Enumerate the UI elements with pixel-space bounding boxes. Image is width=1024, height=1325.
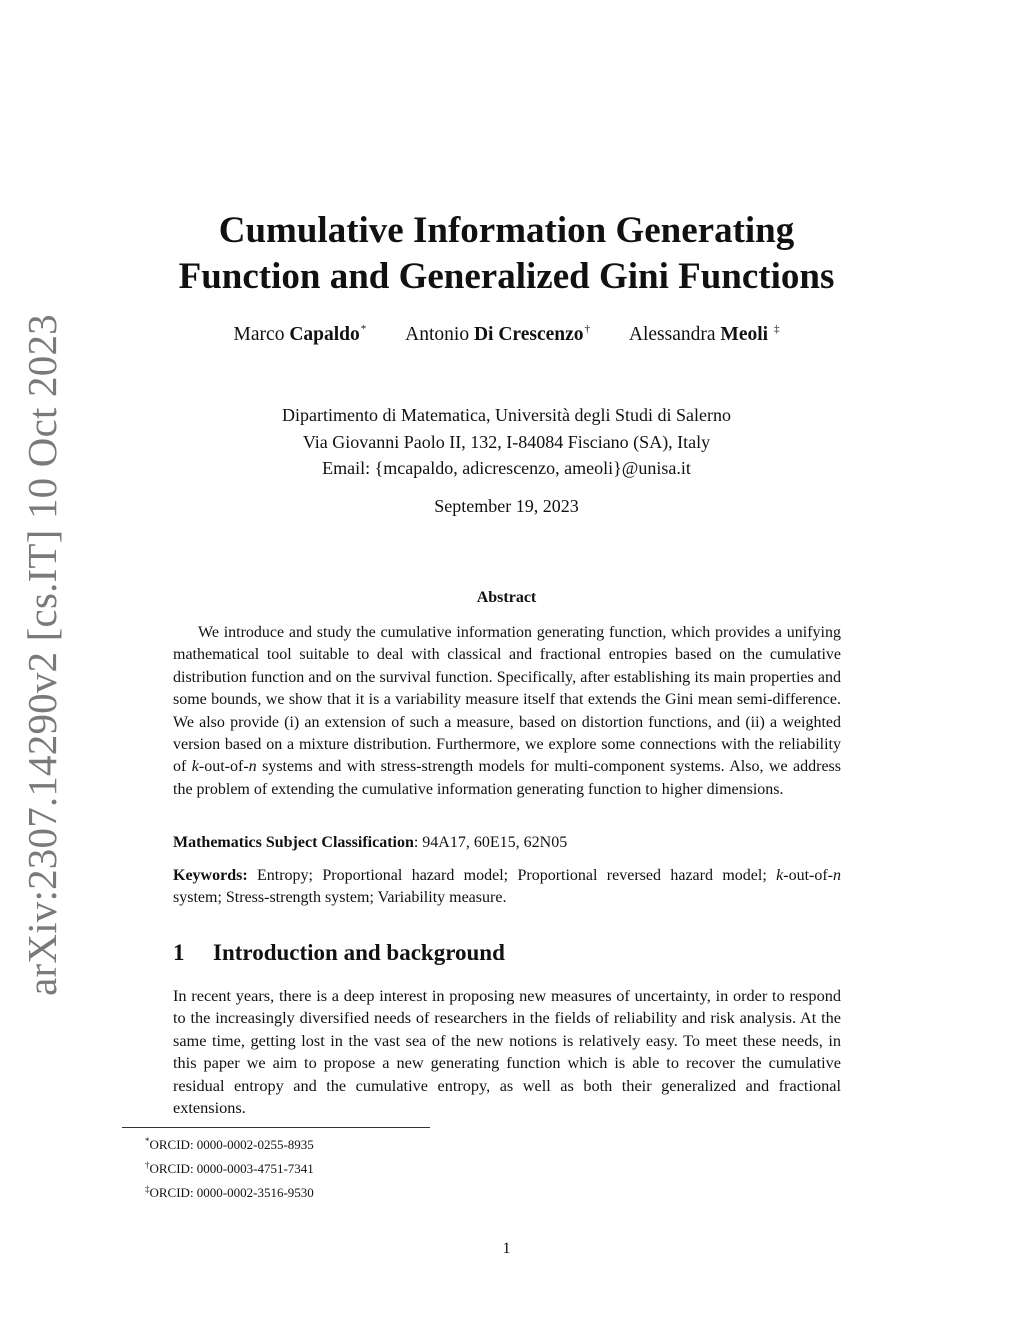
section-number: 1	[173, 940, 185, 965]
author-2-footnote-mark: †	[584, 323, 591, 335]
author-3-first-name: Alessandra	[628, 324, 716, 345]
author-3-last-name: Meoli	[720, 324, 769, 345]
author-1	[234, 324, 367, 345]
keywords-text-part-3: system; Stress-strength system; Variability measure.	[173, 889, 507, 907]
title-line-2: Function and Generalized Gini Functions	[178, 256, 835, 297]
msc-value: : 94A17, 60E15, 62N05	[413, 834, 568, 851]
footnote-1	[145, 1131, 314, 1155]
abstract-text-part-1: We introduce and study the cumulative information generating function, which provides a unifying mathematical tool suitable to deal with classical and fractional entropies based on the cumulative distribution function and on the survival function. Specifically, after establishing its main properties and some bounds, we show that it is a variability measure itself that extends the Gini mean semi-difference. We also provide (i) an extension of such a measure, based on distortion functions, and (ii) a weighted version based on a mixture distribution. Furthermore, we explore some connections with the reliability of	[173, 624, 841, 776]
author-1-footnote-mark: *	[360, 323, 367, 335]
abstract-text	[173, 622, 841, 801]
keywords-math-k: k	[776, 867, 784, 884]
footnote-3-mark: ‡	[145, 1184, 150, 1194]
page-number: 1	[502, 1240, 511, 1257]
footnote-3	[145, 1179, 314, 1203]
footnote-2	[145, 1155, 314, 1179]
affiliation-address: Via Giovanni Paolo II, 132, I-84084 Fisciano (SA), Italy	[302, 431, 711, 452]
footnote-3-text: ORCID: 0000-0002-3516-9530	[149, 1185, 314, 1200]
author-3-footnote-mark: ‡	[773, 323, 780, 335]
section-title: Introduction and background	[213, 940, 505, 965]
affiliation-email: Email: {mcapaldo, adicrescenzo, ameoli}@unisa.it	[322, 458, 691, 478]
author-3	[629, 324, 780, 345]
abstract-heading: Abstract	[476, 589, 537, 606]
author-2-last-name: Di Crescenzo	[473, 324, 584, 345]
keywords-label: Keywords:	[173, 867, 248, 884]
keywords-text-part-2: -out-of-	[783, 867, 833, 884]
author-2-first-name: Antonio	[405, 324, 470, 345]
keywords	[173, 865, 841, 910]
abstract-text-part-3: systems and with stress-strength models for multi-component systems. Also, we address the problem of extending the cumulative information generating function to higher dimensions.	[173, 758, 841, 798]
footnote-1-mark: *	[145, 1136, 150, 1146]
subject-classification	[173, 832, 841, 854]
footnote-divider	[122, 1127, 430, 1128]
keywords-math-n: n	[833, 867, 841, 884]
keywords-text-part-1: Entropy; Proportional hazard model; Proportional reversed hazard model;	[247, 867, 777, 884]
paper-date: September 19, 2023	[434, 496, 579, 516]
paper-title	[140, 208, 873, 300]
introduction-paragraph: In recent years, there is a deep interest in proposing new measures of uncertainty, in order to respond to the increasingly diversified needs of researchers in the fields of reliability and risk analysis. At the same time, getting lost in the vast sea of the new notions is relatively easy. To meet these needs, in this paper we aim to propose a new generating function which is able to recover the cumulative residual entropy and the cumulative entropy, as well as both their generalized and fractional extensions.	[173, 986, 841, 1118]
title-line-1: Cumulative Information Generating	[218, 210, 795, 251]
footnote-2-text: ORCID: 0000-0003-4751-7341	[149, 1161, 314, 1176]
footnote-2-mark: †	[145, 1160, 150, 1170]
footnote-1-text: ORCID: 0000-0002-0255-8935	[149, 1137, 314, 1152]
section-1-heading	[173, 940, 505, 966]
abstract-math-n: n	[248, 758, 257, 776]
author-list	[140, 323, 873, 346]
author-2	[405, 324, 590, 345]
affiliation-department: Dipartimento di Matematica, Università degli Studi di Salerno	[282, 405, 731, 425]
abstract-text-part-2: -out-of-	[198, 758, 249, 776]
author-1-first-name: Marco	[233, 324, 285, 345]
author-1-last-name: Capaldo	[289, 324, 360, 345]
arxiv-identifier-stamp: arXiv:2307.14290v2 [cs.IT] 10 Oct 2023	[19, 314, 65, 996]
abstract-math-k: k	[191, 758, 199, 776]
footnotes	[145, 1131, 314, 1203]
msc-label: Mathematics Subject Classification	[173, 834, 414, 851]
affiliation-block	[140, 402, 873, 482]
